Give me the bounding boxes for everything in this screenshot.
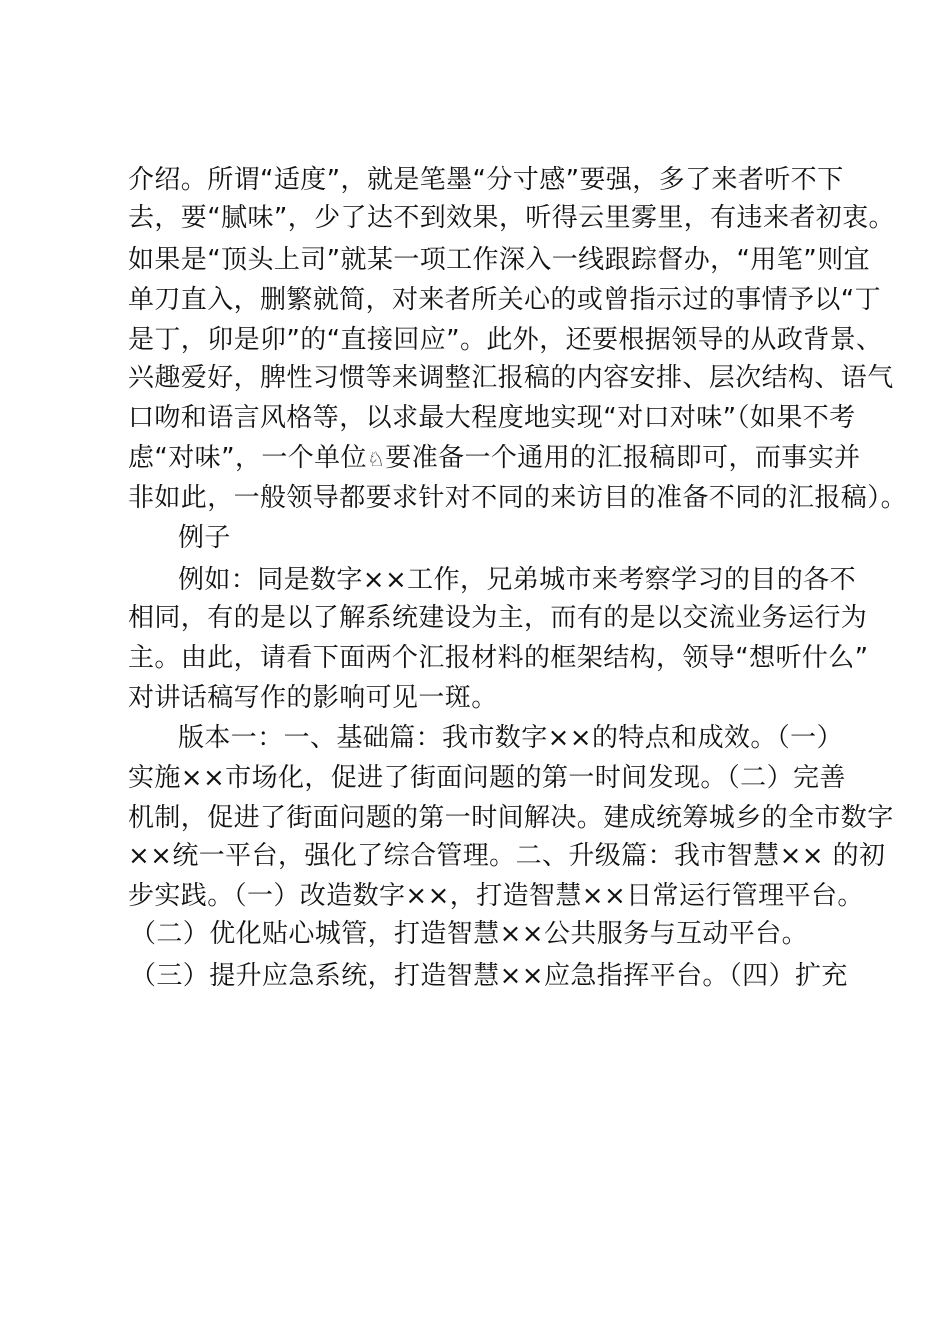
text-line-content: 介绍。所谓“适度”，就是笔墨“分寸感”要强，多了来者听不下: [128, 165, 844, 195]
text-line-content: 虑“对味”，一个单位: [128, 443, 367, 473]
text-line-content: 版本一：一、基础篇：我市数字××的特点和成效。（一）: [178, 723, 843, 753]
text-line-content: （二）优化贴心城管，打造智慧××公共服务与互动平台。: [130, 919, 808, 949]
text-line-content: 如果是“顶头上司”就某一项工作深入一线跟踪督办，“用笔”则宜: [128, 245, 870, 275]
text-line: [0, 398, 950, 438]
text-line: [0, 638, 950, 678]
text-line: [0, 160, 950, 200]
text-line: [0, 280, 950, 320]
text-line-content: 对讲话稿写作的影响可见一斑。: [128, 683, 498, 713]
text-line: [0, 320, 950, 360]
text-line: [0, 438, 950, 478]
text-line-content: 相同，有的是以了解系统建设为主，而有的是以交流业务运行为: [128, 603, 868, 633]
text-line: [0, 914, 950, 954]
text-line: [0, 718, 950, 758]
text-line: [0, 836, 950, 876]
text-line-content: 机制，促进了街面问题的第一时间解决。建成统筹城乡的全市数字: [128, 803, 894, 833]
text-line-content: 步实践。（一）改造数字××，打造智慧××日常运行管理平台。: [128, 881, 864, 911]
text-line-content: 口吻和语言风格等，以求最大程度地实现“对口对味”（如果不考: [128, 403, 856, 433]
text-line-content: 例如：同是数字××工作，兄弟城市来考察学习的目的各不: [178, 565, 856, 595]
knight-glyph-icon: ♘: [366, 447, 386, 471]
heading-text: 例子: [178, 523, 231, 553]
text-line-content: （三）提升应急系统，打造智慧××应急指挥平台。（四）扩充: [130, 961, 848, 991]
text-line: [0, 198, 950, 238]
text-line-content: 非如此，一般领导都要求针对不同的来访目的准备不同的汇报稿）。: [128, 483, 908, 513]
text-line-content: 是丁，卯是卯”的“直接回应”。此外，还要根据领导的从政背景、: [128, 325, 883, 355]
text-line: [0, 358, 950, 398]
section-heading: [0, 518, 950, 558]
text-line-content: ××统一平台，强化了综合管理。二、升级篇：我市智慧×× 的初: [128, 841, 886, 871]
text-line: [0, 560, 950, 600]
text-line-content: 主。由此，请看下面两个汇报材料的框架结构，领导“想听什么”: [128, 643, 869, 673]
text-line-content: 单刀直入，删繁就简，对来者所关心的或曾指示过的事情予以“丁: [128, 285, 882, 315]
text-line-content: 兴趣爱好，脾性习惯等来调整汇报稿的内容安排、层次结构、语气: [128, 363, 894, 393]
text-line: [0, 478, 950, 518]
text-line-content: 要准备一个通用的汇报稿即可，而事实并: [385, 443, 861, 473]
text-line: [0, 876, 950, 916]
text-line: [0, 240, 950, 280]
text-line-content: 实施××市场化，促进了街面问题的第一时间发现。（二）完善: [128, 763, 846, 793]
text-line: [0, 798, 950, 838]
text-line: [0, 678, 950, 718]
text-line-content: 去，要“腻味”，少了达不到效果，听得云里雾里，有违来者初衷。: [128, 203, 895, 233]
text-line: [0, 956, 950, 996]
text-line: [0, 758, 950, 798]
text-line: [0, 598, 950, 638]
